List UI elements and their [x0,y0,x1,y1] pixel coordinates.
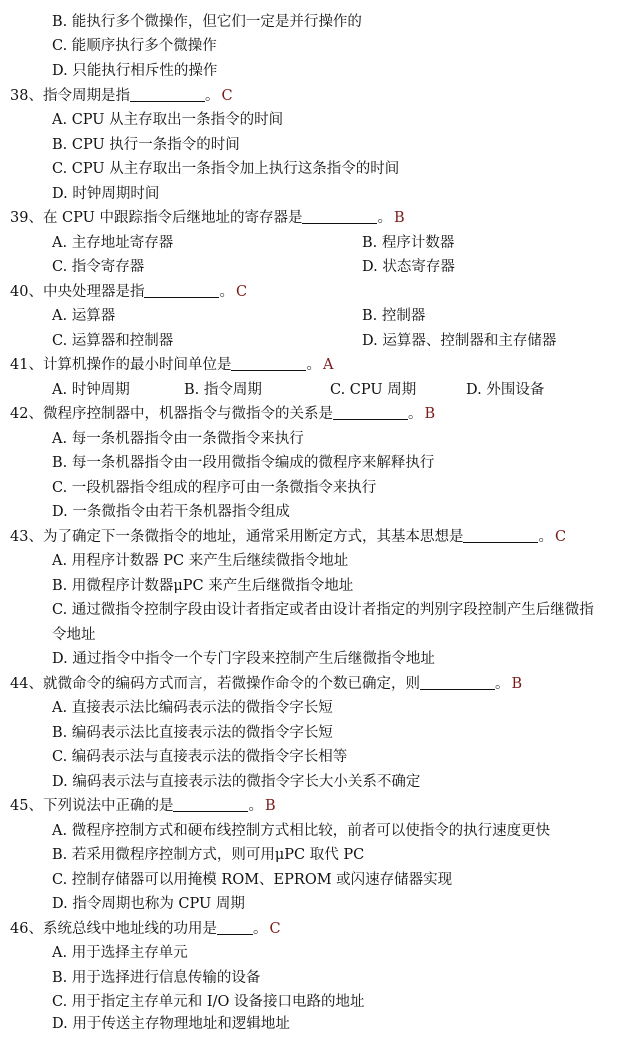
option-d: D. 用于传送主存物理地址和逻辑地址 [52,1016,290,1032]
option-c: C. 能顺序执行多个微操作 [52,38,217,54]
option-c: C. 编码表示法与直接表示法的微指令字长相等 [52,749,348,765]
answer-blank [173,795,248,812]
option-c: C. 一段机器指令组成的程序可由一条微指令来执行 [52,480,377,496]
option-b: B. 控制器 [362,308,426,324]
option-b: B. 指令周期 [184,382,262,398]
option-d: D. 外围设备 [466,382,545,398]
question-41 [10,353,640,377]
question-stem: 39、在 CPU 中跟踪指令后继地址的寄存器是 [10,210,303,226]
question-stem: 46、系统总线中地址线的功用是 [10,921,217,937]
option-a: A. 用程序计数器 PC 来产生后继续微指令地址 [52,553,349,569]
answer-blank [463,526,538,543]
question-stem-suffix: 。 [407,406,423,422]
question-stem-suffix: 。 [252,921,268,937]
question-stem-suffix: 。 [204,88,220,104]
option-b: B. 若采用微程序控制方式，则可用μPC 取代 PC [52,847,365,863]
answer-key: B [393,210,405,226]
answer-blank [144,281,219,298]
question-stem: 41、计算机操作的最小时间单位是 [10,357,232,373]
question-44 [10,672,640,696]
option-c: C. 运算器和控制器 [52,333,174,349]
option-d: D. 只能执行相斥性的操作 [52,63,218,79]
option-b: B. 每一条机器指令由一段用微指令编成的微程序来解释执行 [52,455,435,471]
answer-blank [302,207,377,224]
answer-blank [420,673,495,690]
question-stem-suffix: 。 [494,676,510,692]
option-d: D. 状态寄存器 [362,259,455,275]
question-42 [10,402,640,426]
option-c-continued: 令地址 [52,627,96,643]
option-c: C. 指令寄存器 [52,259,145,275]
question-stem-suffix: 。 [377,210,392,226]
option-b: B. 编码表示法比直接表示法的微指令字长短 [52,725,333,741]
option-a: A. 时钟周期 [52,382,130,398]
question-stem-suffix: 。 [538,529,553,545]
answer-key: C [221,88,233,104]
question-40 [10,280,640,304]
option-b: B. 程序计数器 [362,235,455,251]
question-stem: 43、为了确定下一条微指令的地址，通常采用断定方式，其基本思想是 [10,529,464,545]
answer-key: C [235,284,248,300]
answer-blank [217,918,253,935]
question-39 [10,206,640,230]
question-46 [10,917,640,941]
option-a: A. 每一条机器指令由一条微指令来执行 [52,431,304,447]
answer-key: C [269,921,281,937]
question-stem-suffix: 。 [248,798,263,814]
option-a: A. 微程序控制方式和硬布线控制方式相比较，前者可以使指令的执行速度更快 [52,823,551,839]
option-row [52,329,640,353]
option-c: C. CPU 周期 [330,382,417,398]
option-d: D. 指令周期也称为 CPU 周期 [52,896,245,912]
option-c: C. CPU 从主存取出一条指令加上执行这条指令的时间 [52,161,400,177]
answer-blank [130,85,205,102]
option-row [52,231,640,255]
answer-blank [231,354,306,371]
option-a: A. 直接表示法比编码表示法的微指令字长短 [52,700,333,716]
question-38 [10,84,640,108]
question-stem-suffix: 。 [306,357,321,373]
answer-key: B [264,798,276,814]
option-a: A. 主存地址寄存器 [52,235,174,251]
option-c: C. 通过微指令控制字段由设计者指定或者由设计者指定的判别字段控制产生后继微指 [52,602,594,618]
option-d: D. 时钟周期时间 [52,186,160,202]
option-c: C. 用于指定主存单元和 I/O 设备接口电路的地址 [52,994,365,1010]
question-stem: 42、微程序控制器中，机器指令与微指令的关系是 [10,406,333,422]
option-a: A. 用于选择主存单元 [52,945,188,961]
option-b: B. 能执行多个微操作，但它们一定是并行操作的 [52,14,362,30]
option-c: C. 控制存储器可以用掩模 ROM、EPROM 或闪速存储器实现 [52,872,453,888]
question-stem: 38、指令周期是指 [10,88,130,104]
question-stem: 45、下列说法中正确的是 [10,798,174,814]
option-b: B. 用于选择进行信息传输的设备 [52,970,261,986]
answer-key: C [554,529,567,545]
answer-blank [333,403,408,420]
option-b: B. 用微程序计数器μPC 来产生后继微指令地址 [52,578,354,594]
option-row [52,304,640,328]
option-d: D. 运算器、控制器和主存储器 [362,333,557,349]
question-stem: 40、中央处理器是指 [10,284,145,300]
question-43 [10,525,640,549]
question-stem-suffix: 。 [219,284,234,300]
answer-key: B [424,406,436,422]
option-row [52,255,640,279]
option-d: D. 一条微指令由若干条机器指令组成 [52,504,290,520]
option-row [52,378,640,402]
option-b: B. CPU 执行一条指令的时间 [52,137,240,153]
question-45 [10,794,640,818]
option-d: D. 通过指令中指令一个专门字段来控制产生后继微指令地址 [52,651,435,667]
option-a: A. CPU 从主存取出一条指令的时间 [52,112,284,128]
option-a: A. 运算器 [52,308,116,324]
question-stem: 44、就微命令的编码方式而言，若微操作命令的个数已确定，则 [10,676,420,692]
answer-key: A [322,357,334,373]
answer-key: B [511,676,523,692]
option-d: D. 编码表示法与直接表示法的微指令字长大小关系不确定 [52,774,421,790]
